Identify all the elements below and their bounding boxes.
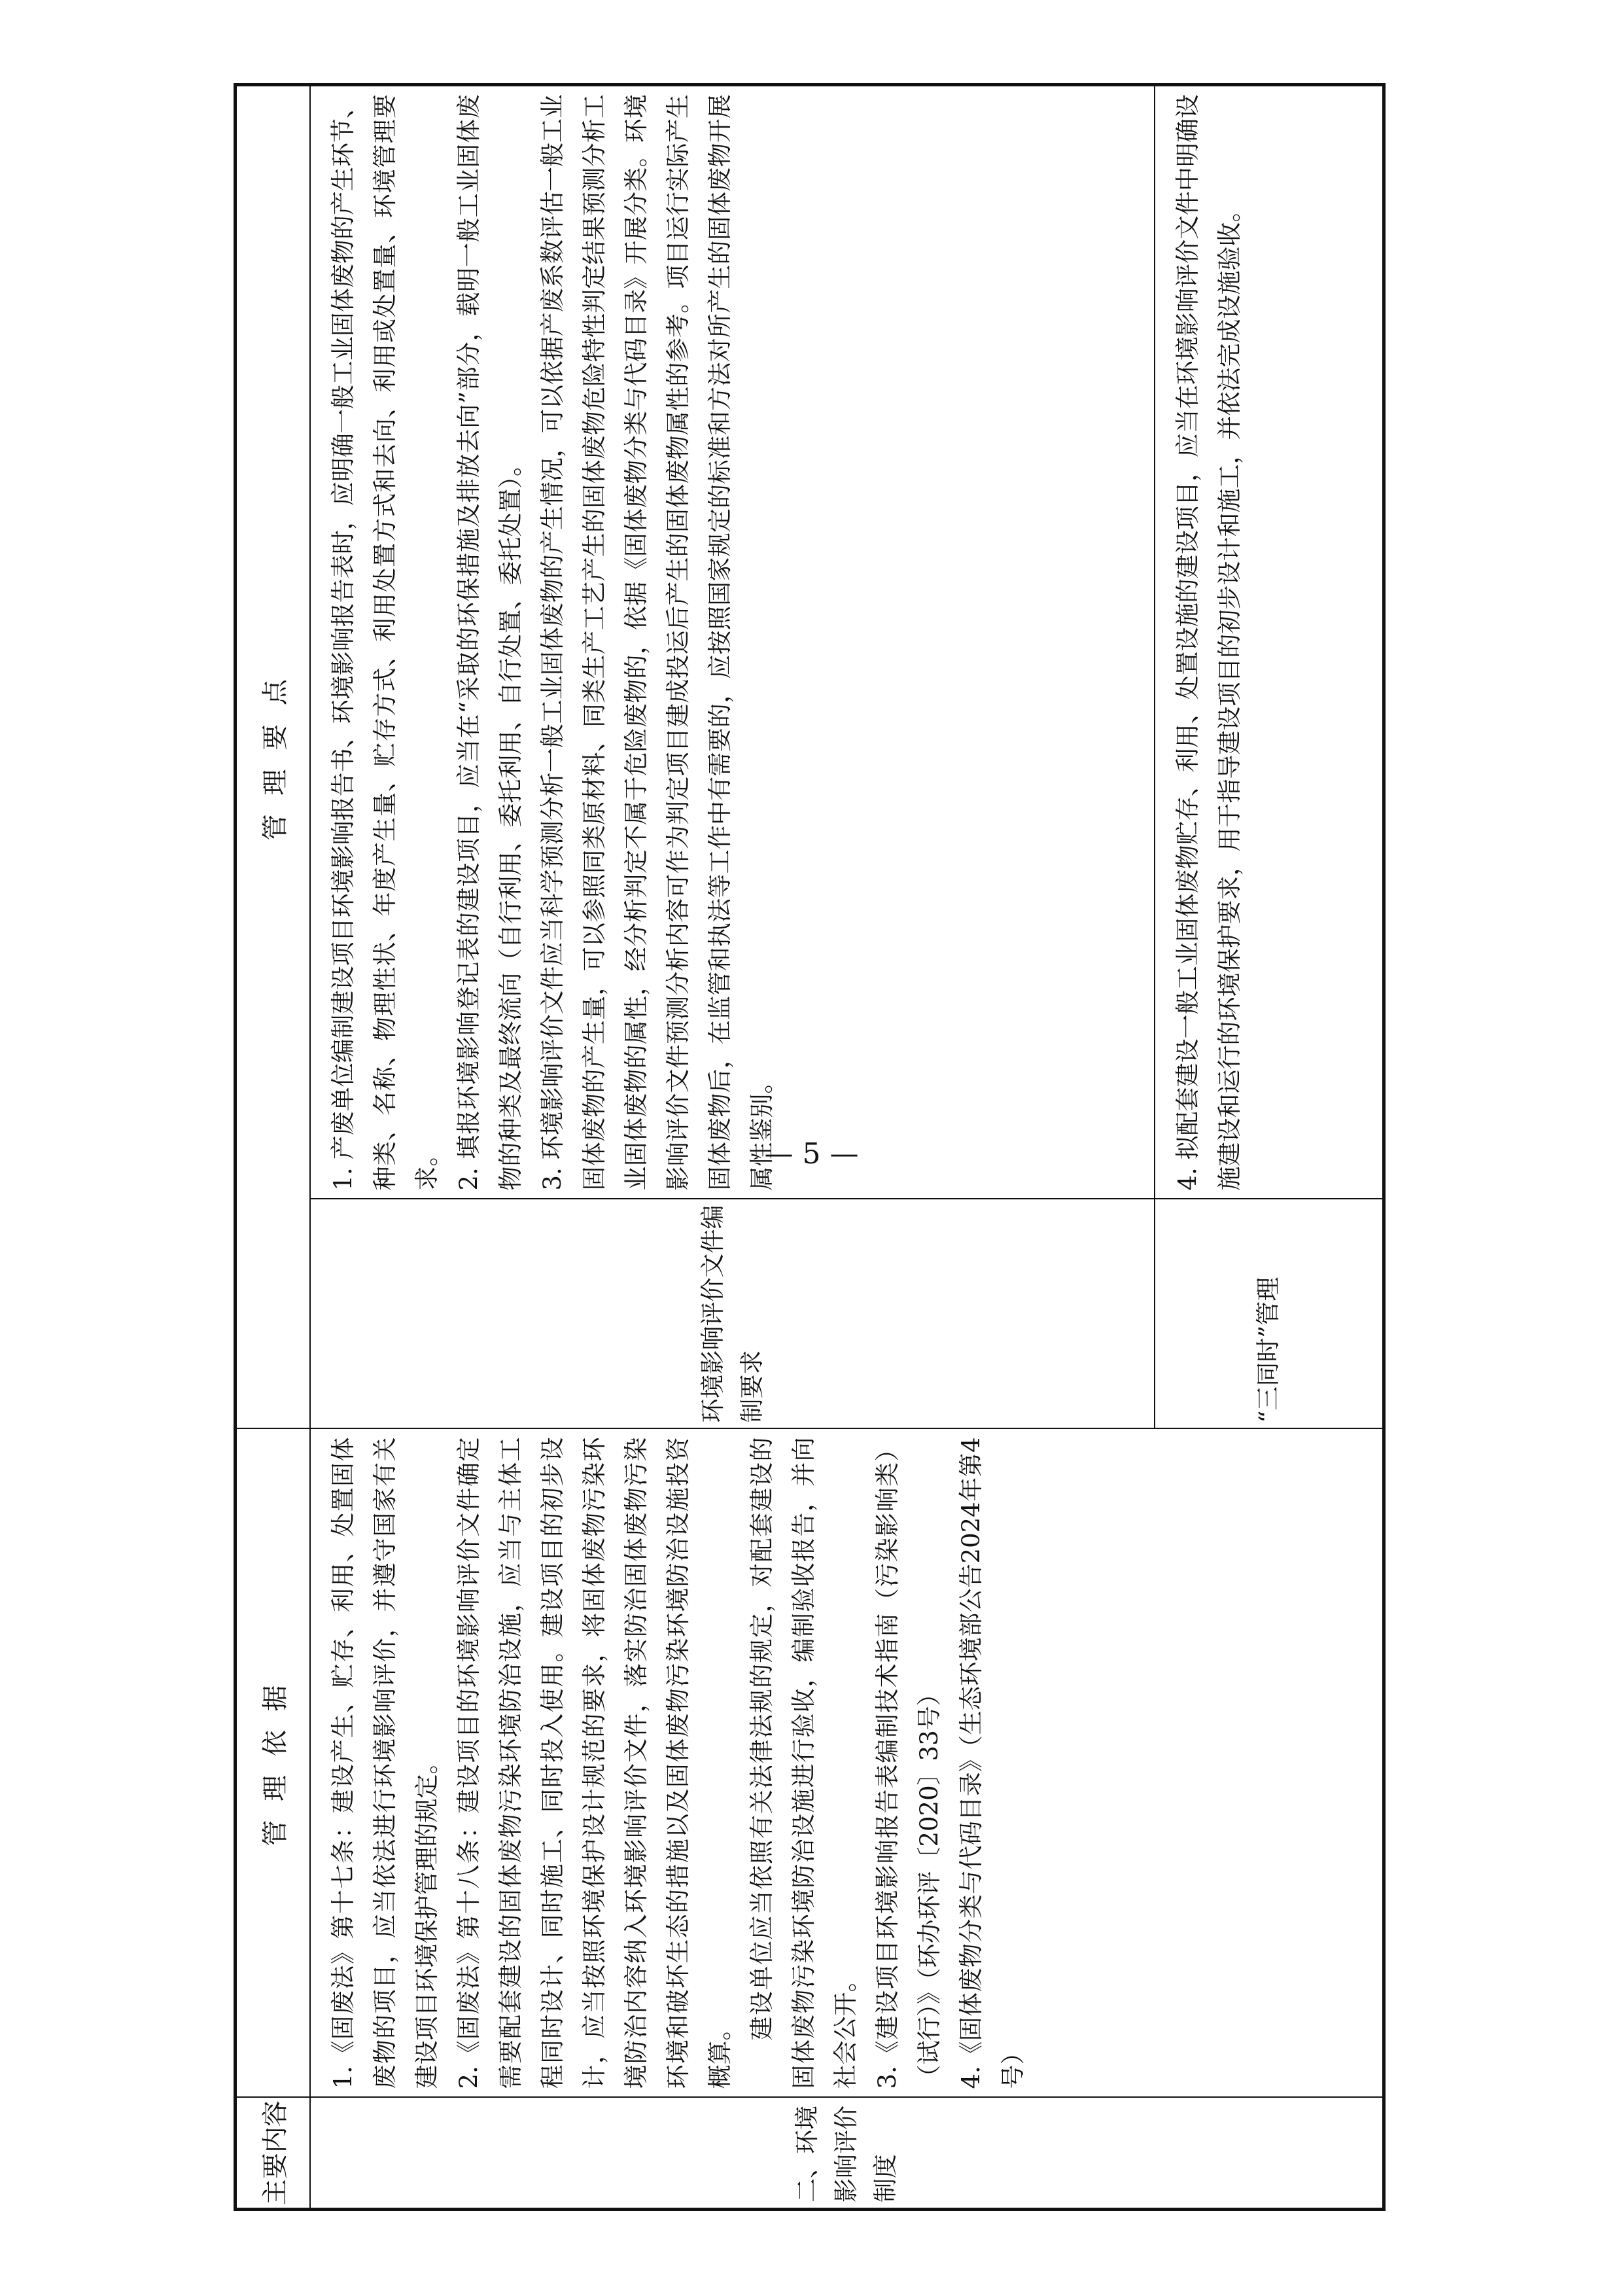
basis-item: 3.《建设项目环境影响报告表编制技术指南（污染影响类）（试行）》（环办环评〔2020〕33号） xyxy=(873,1437,943,2089)
management-points-cell xyxy=(1155,85,1384,1199)
management-basis-cell xyxy=(310,1429,1384,2098)
header-main-content: 主要内容 xyxy=(236,2098,311,2210)
point-item: 1. 产废单位编制建设项目环境影响报告书、环境影响报告表时，应明确一般工业固体废物的产生环节、种类、名称、物理性状、年度产生量、贮存方式、利用处置方式和去向、利用或处置量、环境管理要求。 xyxy=(329,94,441,1191)
section-title: 二、环境影响评价制度 xyxy=(310,2098,1384,2210)
subtopic-eia-document: 环境影响评价文件编制要求 xyxy=(310,1199,1155,1429)
point-item: 3. 环境影响评价文件应当科学预测分析一般工业固体废物的产生情况，可以依据产废系数评估一般工业固体废物的产生量，可以参照同类原材料、同类生产工艺产生的固体废物危险特性判定结果预测分析工业固体废物的属性，经分析判定不属于危险废物的，依据《固体废物分类与代码目录》开展分类。环境影响评价文件预测分析内容可作为判定项目建成投运后产生的固体废物属性的参考。项目运行实际产生固体废物后，在监管和执法等工作中有需要的，应按照国家规定的标准和方法对所产生的固体废物开展属性鉴别。 xyxy=(538,94,776,1191)
subtopic-three-simultaneous: “三同时”管理 xyxy=(1155,1199,1384,1429)
basis-item: 建设单位应当依照有关法律法规的规定，对配套建设的固体废物污染环境防治设施进行验收，编制验收报告，并向社会公开。 xyxy=(748,1437,860,2089)
header-management-points: 管 理 要 点 xyxy=(236,85,311,1429)
basis-item: 1.《固废法》第十七条：建设产生、贮存、利用、处置固体废物的项目，应当依法进行环境影响评价，并遵守国家有关建设项目环境保护管理的规定。 xyxy=(329,1437,441,2089)
header-management-basis: 管 理 依 据 xyxy=(236,1429,311,2098)
point-item: 4. 拟配套建设一般工业固体废物贮存、利用、处置设施的建设项目，应当在环境影响评价文件中明确设施建设和运行的环境保护要求，用于指导建设项目的初步设计和施工，并依法完成设施验收。 xyxy=(1174,94,1244,1191)
point-item: 2. 填报环境影响登记表的建设项目，应当在“采取的环保措施及排放去向”部分，载明一般工业固体废物的种类及最终流向（自行利用、委托利用、自行处置、委托处置）。 xyxy=(455,94,525,1191)
basis-item: 2.《固废法》第十八条：建设项目的环境影响评价文件确定需要配套建设的固体废物污染环境防治设施，应当与主体工程同时设计、同时施工、同时投入使用。建设项目的初步设计，应当按照环境保护设计规范的要求，将固体废物污染环境防治内容纳入环境影响评价文件，落实防治固体废物污染环境和破坏生态的措施以及固体废物污染环境防治设施投资概算。 xyxy=(455,1437,734,2089)
management-points-cell xyxy=(310,85,1155,1199)
basis-item: 4.《固体废物分类与代码目录》（生态环境部公告2024年第4号） xyxy=(957,1437,1027,2089)
page-number: — 5 — xyxy=(764,1137,859,1171)
